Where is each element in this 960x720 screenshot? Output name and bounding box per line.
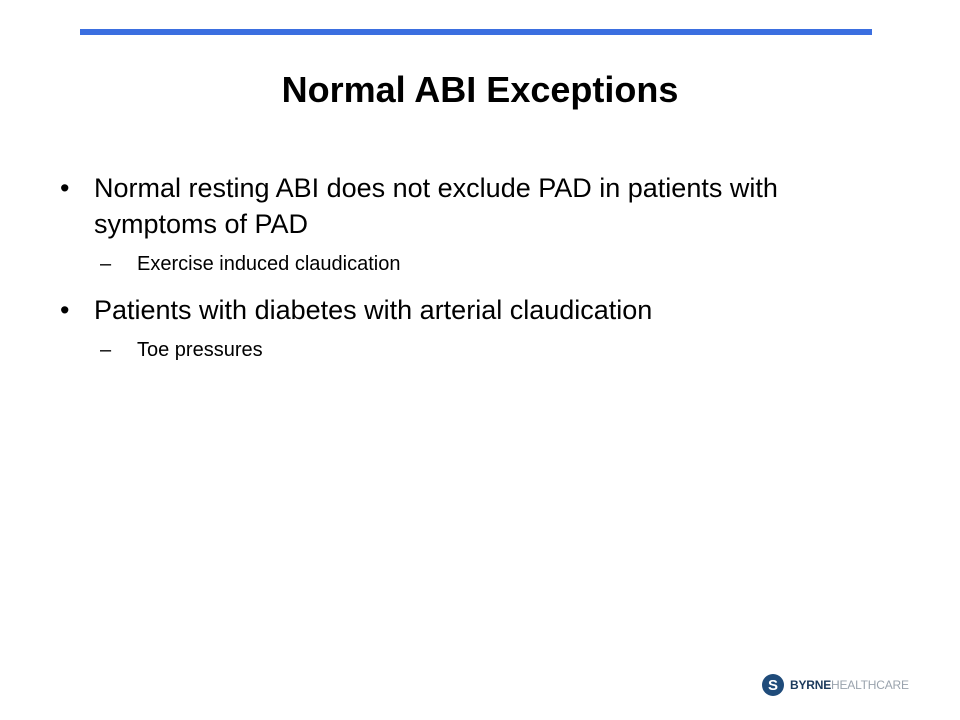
bullet-dot: •: [60, 295, 70, 325]
sub-bullet-text: Toe pressures: [137, 339, 263, 361]
sub-bullet-text: Exercise induced claudication: [137, 253, 401, 275]
sub-bullet-item: [58, 336, 878, 364]
bullet-item: [58, 170, 878, 242]
logo-wordmark-light: HEALTHCARE: [831, 678, 909, 692]
bullet-list: [58, 170, 878, 364]
bullet-text: Patients with diabetes with arterial claudication: [94, 295, 653, 325]
byrne-s-logo-icon: S: [762, 674, 784, 696]
bullet-item: [58, 292, 878, 328]
bullet-text: Normal resting ABI does not exclude PAD in patients with symptoms of PAD: [94, 173, 778, 239]
company-logo: [762, 673, 909, 697]
bullet-dot: •: [60, 173, 70, 203]
slide-title: Normal ABI Exceptions: [281, 69, 679, 110]
logo-wordmark: [790, 678, 909, 692]
sub-bullet-item: [58, 250, 878, 278]
sub-bullet-dash: –: [100, 253, 112, 275]
logo-wordmark-bold: BYRNE: [790, 678, 832, 692]
sub-bullet-dash: –: [100, 339, 112, 361]
top-accent-bar: [80, 29, 872, 35]
